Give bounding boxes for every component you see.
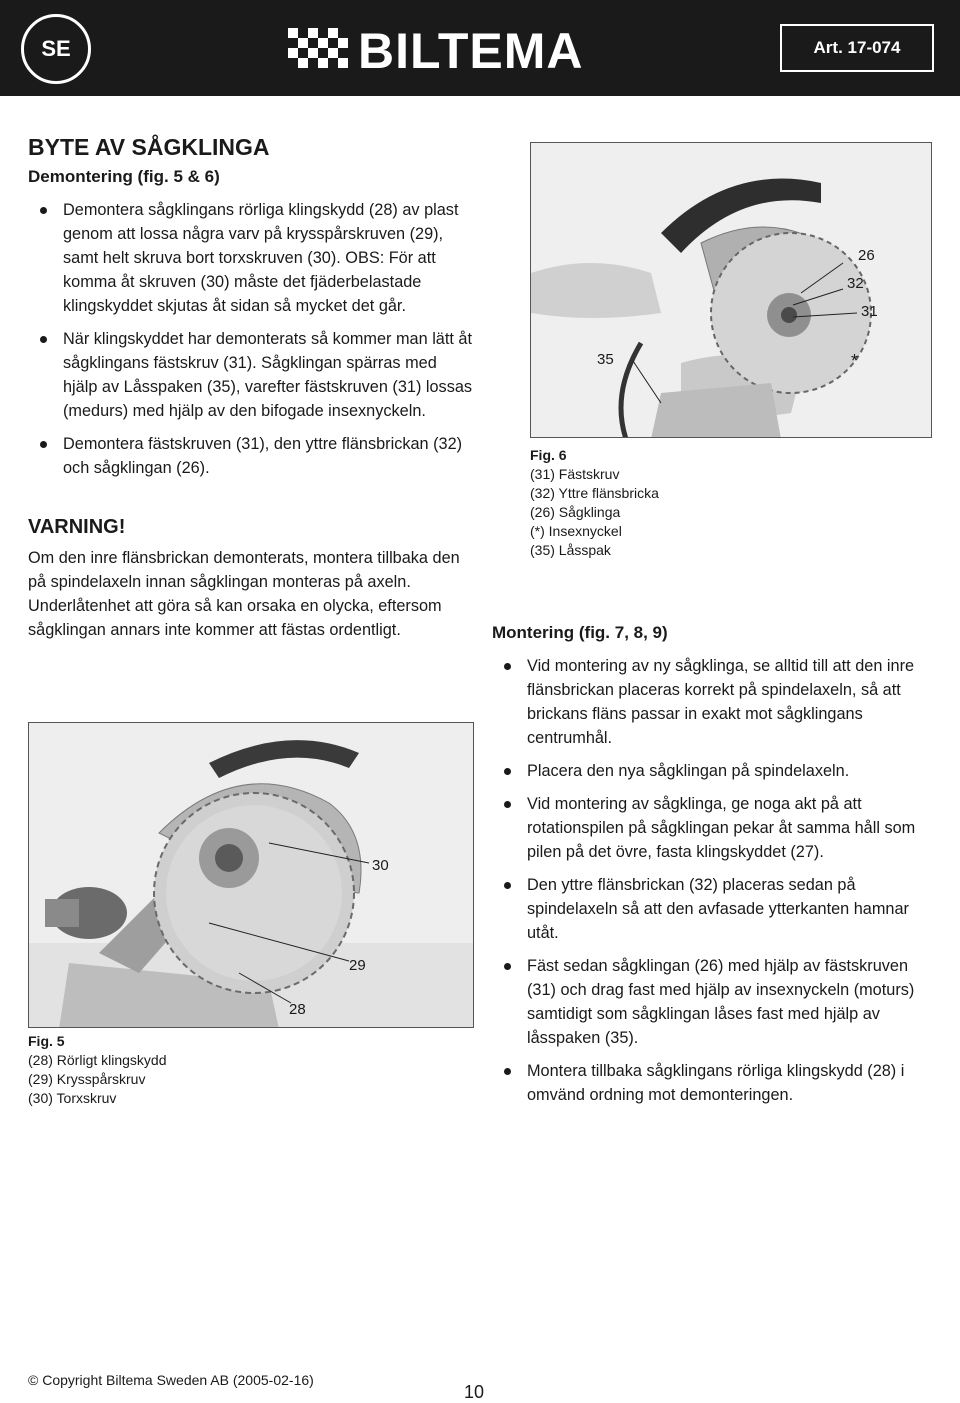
figure-6-caption <box>530 446 659 560</box>
dismount-steps <box>28 198 474 480</box>
callout-star: * <box>851 351 859 371</box>
figure-5-caption <box>28 1032 167 1108</box>
caption-line: (28) Rörligt klingskydd <box>28 1052 167 1068</box>
right-column <box>492 620 938 1116</box>
mount-subtitle: Montering (fig. 7, 8, 9) <box>492 623 668 642</box>
left-column <box>28 130 474 642</box>
caption-line: (30) Torxskruv <box>28 1090 117 1106</box>
callout-31: 31 <box>861 303 878 320</box>
mount-steps <box>492 654 938 1107</box>
list-item: Den yttre flänsbrickan (32) placeras sedan på spindelaxeln så att den avfasade ytterkanten hamnar utåt. <box>492 873 938 945</box>
caption-line: (35) Låsspak <box>530 542 611 558</box>
list-item: Demontera sågklingans rörliga klingskydd (28) av plast genom att lossa några varv på krysspårskruven (29), samt helt skruva bort torxskruven (30). OBS: För att komma åt skruven (30) måste det fjäderbelastade klingskyddet skjutas åt sidan så mycket det går. <box>28 198 474 318</box>
list-item: När klingskyddet har demonterats så kommer man lätt åt sågklingans fästskruv (31). Sågklingan spärras med hjälp av Låsspaken (35), varefter fästskruven (31) lossas (medurs) med hjälp av den bifogade insexnyckeln. <box>28 327 474 423</box>
warning-title: VARNING! <box>28 516 126 538</box>
caption-line: (*) Insexnyckel <box>530 523 622 539</box>
warning-text: Om den inre flänsbrickan demonterats, montera tillbaka den på spindelaxeln innan sågklingan monteras på axeln. Underlåtenhet att göra så kan orsaka en olycka, eftersom sågklingan annars inte kommer att fästas ordentligt. <box>28 549 460 639</box>
section-title: BYTE AV SÅGKLINGA <box>28 134 270 160</box>
callout-35: 35 <box>597 351 614 368</box>
svg-text:BILTEMA: BILTEMA <box>358 23 584 74</box>
caption-line: (26) Sågklinga <box>530 504 621 520</box>
figure-5-label: Fig. 5 <box>28 1033 65 1049</box>
brand-logo <box>288 22 672 74</box>
callout-28: 28 <box>289 1001 306 1018</box>
callout-26: 26 <box>858 247 875 264</box>
language-badge: SE <box>21 14 91 84</box>
page-header <box>0 0 960 96</box>
copyright: © Copyright Biltema Sweden AB (2005-02-16) <box>28 1372 314 1388</box>
page-number: 10 <box>464 1382 485 1402</box>
list-item: Vid montering av ny sågklinga, se alltid till att den inre flänsbrickan placeras korrekt på spindelaxeln, så att brickans fläns passar in exakt mot sågklingans centrumhål. <box>492 654 938 750</box>
list-item: Montera tillbaka sågklingans rörliga klingskydd (28) i omvänd ordning mot demonteringen. <box>492 1059 938 1107</box>
caption-line: (31) Fästskruv <box>530 466 620 482</box>
list-item: Fäst sedan sågklingan (26) med hjälp av fästskruven (31) och drag fast med hjälp av insexnyckeln (moturs) samtidigt som sågklingan låses fast med hjälp av låsspaken (35). <box>492 954 938 1050</box>
caption-line: (29) Krysspårskruv <box>28 1071 146 1087</box>
article-number: Art. 17-074 <box>780 24 934 72</box>
figure-5-photo <box>28 722 474 1028</box>
list-item: Placera den nya sågklingan på spindelaxeln. <box>492 759 938 783</box>
callout-29: 29 <box>349 957 366 974</box>
figure-6-photo <box>530 142 932 438</box>
list-item: Vid montering av sågklinga, ge noga akt på att rotationspilen på sågklingan pekar åt samma håll som pilen på det övre, fasta klingskyddet (27). <box>492 792 938 864</box>
figure-6-label: Fig. 6 <box>530 447 567 463</box>
dismount-subtitle: Demontering (fig. 5 & 6) <box>28 167 220 186</box>
callout-32: 32 <box>847 275 864 292</box>
list-item: Demontera fästskruven (31), den yttre flänsbrickan (32) och sågklingan (26). <box>28 432 474 480</box>
caption-line: (32) Yttre flänsbricka <box>530 485 659 501</box>
callout-30: 30 <box>372 857 389 874</box>
